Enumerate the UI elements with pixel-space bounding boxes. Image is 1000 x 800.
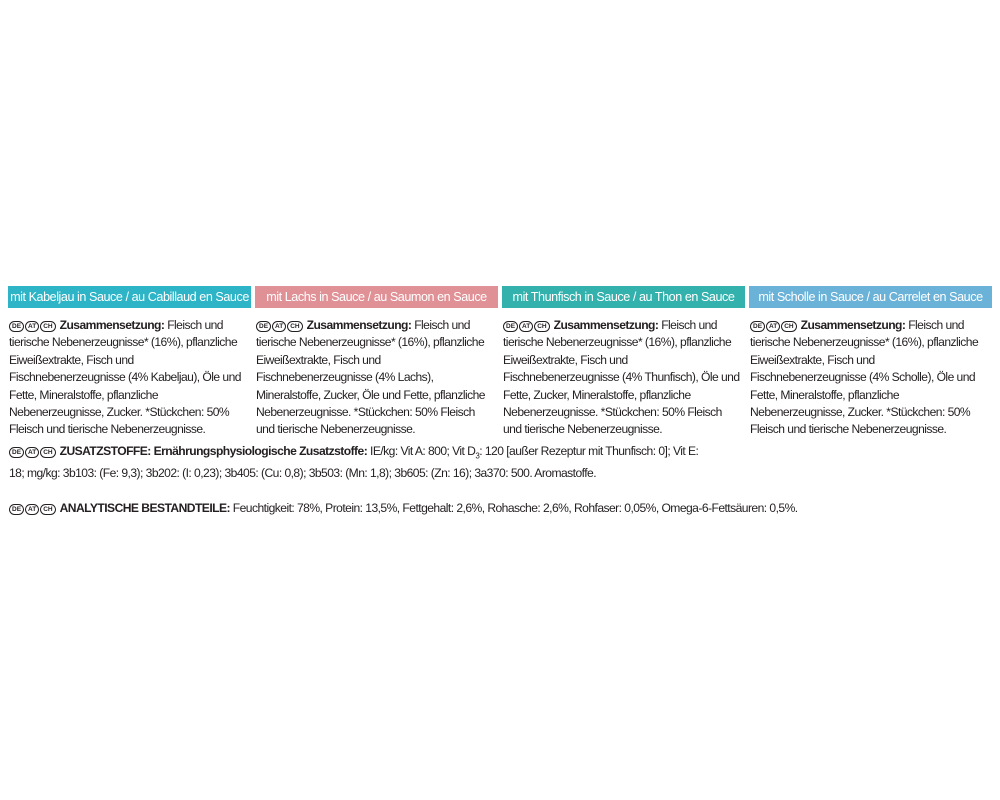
- additives-label: ZUSATZSTOFFE: Ernährungsphysiologische Zusatzstoffe:: [59, 444, 368, 458]
- flag-at: AT: [766, 321, 780, 332]
- flag-de: DE: [9, 321, 24, 332]
- flag-at: AT: [519, 321, 533, 332]
- composition-label: Zusammensetzung:: [306, 318, 412, 332]
- flag-de: DE: [503, 321, 518, 332]
- composition-salmon: [255, 317, 496, 439]
- flag-at: AT: [25, 447, 39, 458]
- variant-columns: [8, 286, 992, 439]
- additives-subscript: 3: [475, 451, 480, 461]
- additives-text-b: : 120 [außer Rezeptur mit Thunfisch: 0]; Vit E: 18; mg/kg: 3b103: (Fe: 9,3); 3b202: (I: 0,23); 3b405: (Cu: 0,8); 3b503: (Mn: 1,8); 3b605: (Zn: 16); 3a370: 500. Aromastoffe.: [9, 444, 699, 480]
- composition-text: Fleisch und tierische Nebenerzeugnisse* (16%), pflanzliche Eiweißextrakte, Fisch und Fischnebenerzeugnisse (4% Lachs), Mineralstoffe, Zucker, Öle und Fette, pflanzliche Nebenerzeugnisse. *Stückchen: 50% Fleisch und tierische Nebenerzeugnisse.: [256, 318, 485, 437]
- flag-ch: CH: [40, 447, 55, 458]
- flag-at: AT: [25, 504, 39, 515]
- flag-ch: CH: [40, 321, 55, 332]
- analytic-label: ANALYTISCHE BESTANDTEILE:: [59, 501, 230, 515]
- additives-section: [9, 443, 709, 482]
- country-flags: [750, 321, 797, 332]
- country-flags: [9, 321, 56, 332]
- composition-label: Zusammensetzung:: [800, 318, 906, 332]
- flag-de: DE: [256, 321, 271, 332]
- flag-ch: CH: [534, 321, 549, 332]
- flag-ch: CH: [287, 321, 302, 332]
- country-flags: [9, 447, 56, 458]
- flag-de: DE: [9, 447, 24, 458]
- flag-at: AT: [272, 321, 286, 332]
- country-flags: [503, 321, 550, 332]
- composition-label: Zusammensetzung:: [59, 318, 165, 332]
- variant-title-plaice: mit Scholle in Sauce / au Carrelet en Sauce: [749, 286, 992, 308]
- country-flags: [9, 504, 56, 515]
- composition-text: Fleisch und tierische Nebenerzeugnisse* (16%), pflanzliche Eiweißextrakte, Fisch und Fischnebenerzeugnisse (4% Thunfisch), Öle und Fette, Zucker, Mineralstoffe, pflanzliche Nebenerzeugnisse. *Stückchen: 50% Fleisch und tierische Nebenerzeugnisse.: [503, 318, 740, 437]
- variant-salmon: [255, 286, 498, 439]
- additives-text-a: IE/kg: Vit A: 800; Vit D: [370, 444, 476, 458]
- composition-text: Fleisch und tierische Nebenerzeugnisse* (16%), pflanzliche Eiweißextrakte, Fisch und Fischnebenerzeugnisse (4% Scholle), Öle und Fette, Mineralstoffe, pflanzliche Nebenerzeugnisse, Zucker. *Stückchen: 50% Fleisch und tierische Nebenerzeugnisse.: [750, 318, 979, 437]
- analytic-text: Feuchtigkeit: 78%, Protein: 13,5%, Fettgehalt: 2,6%, Rohasche: 2,6%, Rohfaser: 0,05%, Omega-6-Fettsäuren: 0,5%.: [232, 501, 798, 515]
- variant-tuna: [502, 286, 745, 439]
- composition-label: Zusammensetzung:: [553, 318, 659, 332]
- flag-at: AT: [25, 321, 39, 332]
- composition-tuna: [502, 317, 743, 439]
- flag-de: DE: [750, 321, 765, 332]
- flag-ch: CH: [781, 321, 796, 332]
- flag-de: DE: [9, 504, 24, 515]
- flag-ch: CH: [40, 504, 55, 515]
- variant-title-cod: mit Kabeljau in Sauce / au Cabillaud en Sauce: [8, 286, 251, 308]
- composition-cod: [8, 317, 249, 439]
- country-flags: [256, 321, 303, 332]
- composition-text: Fleisch und tierische Nebenerzeugnisse* (16%), pflanzliche Eiweißextrakte, Fisch und Fischnebenerzeugnisse (4% Kabeljau), Öle und Fette, Mineralstoffe, pflanzliche Nebenerzeugnisse, Zucker. *Stückchen: 50% Fleisch und tierische Nebenerzeugnisse.: [9, 318, 241, 437]
- composition-plaice: [749, 317, 990, 439]
- variant-title-tuna: mit Thunfisch in Sauce / au Thon en Sauce: [502, 286, 745, 308]
- variant-title-salmon: mit Lachs in Sauce / au Saumon en Sauce: [255, 286, 498, 308]
- variant-plaice: [749, 286, 992, 439]
- analytic-section: [9, 500, 939, 517]
- variant-cod: [8, 286, 251, 439]
